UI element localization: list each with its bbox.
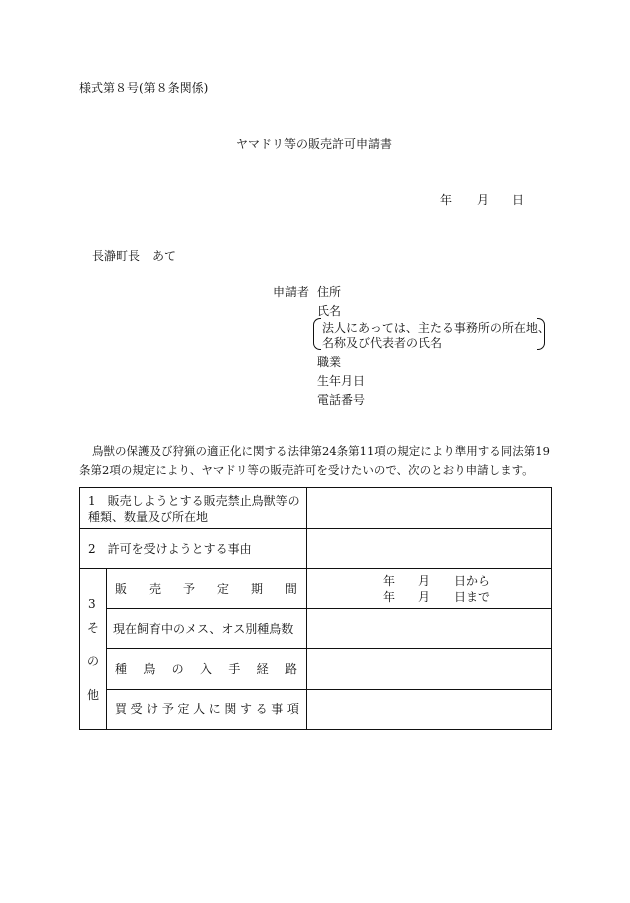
other-label-char: そ [87, 621, 100, 635]
row2-label: 2 許可を受けようとする事由 [88, 542, 252, 556]
corporate-note-line1: 法人にあっては、主たる事務所の所在地、 [322, 321, 550, 335]
buyer-info-label: 買 受 け 予 定 人 に 関 す る 事 項 [115, 702, 299, 716]
column-divider [306, 488, 307, 729]
period-from-year: 年 [383, 574, 396, 588]
corporate-note-line2: 名称及び代表者の氏名 [322, 336, 443, 350]
row-divider [80, 568, 551, 569]
period-to-year: 年 [383, 590, 396, 604]
body-line2: 条第2項の規定により、ヤマドリ等の販売許可を受けたいので、次のとおり申請します。 [79, 463, 534, 477]
period-to-month: 月 [418, 590, 431, 604]
application-table [79, 487, 552, 730]
row-divider [80, 528, 551, 529]
applicant-address-label: 住所 [317, 285, 342, 299]
date-year: 年 [440, 193, 453, 207]
applicant-label: 申請者 [273, 285, 310, 299]
applicant-name-label: 氏名 [317, 304, 342, 318]
date-month: 月 [477, 193, 490, 207]
period-from-day: 日から [454, 574, 491, 588]
row-divider [106, 689, 551, 690]
applicant-phone-label: 電話番号 [317, 393, 366, 407]
row-divider [106, 648, 551, 649]
addressee: 長瀞町長 あて [92, 249, 177, 263]
period-to-day: 日まで [454, 590, 491, 604]
form-number: 様式第８号(第８条関係) [79, 81, 209, 95]
column-divider [106, 568, 107, 729]
applicant-birthdate-label: 生年月日 [317, 374, 366, 388]
row-divider [106, 608, 551, 609]
sale-period-label: 販 売 予 定 期 間 [115, 582, 297, 596]
row1-label-line2: 種類、数量及び所在地 [88, 510, 209, 524]
other-label-char: の [87, 654, 100, 668]
row1-label-line1: 1 販売しようとする販売禁止鳥獣等の [88, 494, 300, 508]
date-day: 日 [512, 193, 525, 207]
acquisition-route-label: 種 鳥 の 入 手 経 路 [115, 662, 297, 676]
other-label-char: 3 [88, 597, 96, 611]
body-line1: 鳥獣の保護及び狩猟の適正化に関する法律第24条第11項の規定により準用する同法第19 [92, 444, 550, 458]
left-paren [313, 318, 321, 350]
document-title: ヤマドリ等の販売許可申請書 [236, 137, 393, 151]
period-from-month: 月 [418, 574, 431, 588]
other-label-char: 他 [87, 688, 100, 702]
breeding-count-label: 現在飼育中のメス、オス別種鳥数 [113, 622, 294, 636]
applicant-occupation-label: 職業 [317, 355, 342, 369]
